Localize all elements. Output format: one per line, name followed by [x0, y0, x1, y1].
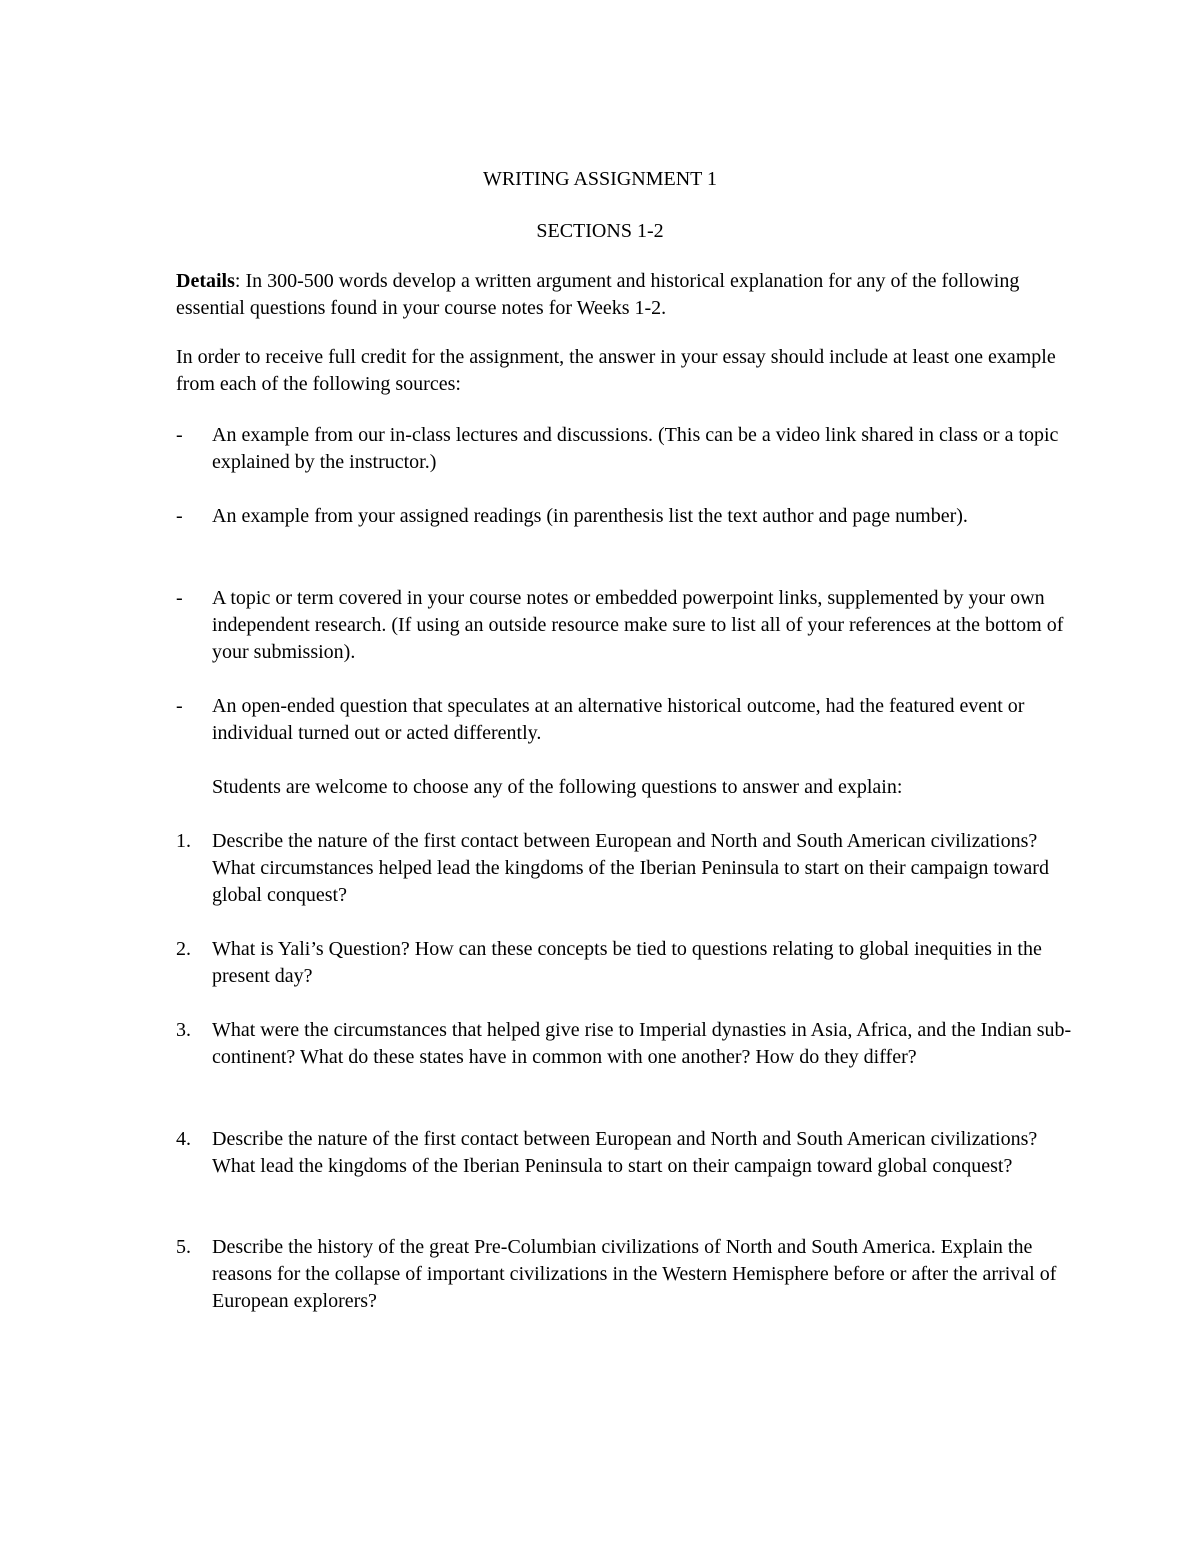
dash-marker: -	[176, 587, 183, 609]
question-item	[176, 1017, 1076, 1071]
intro-paragraph: In order to receive full credit for the assignment, the answer in your essay should include at least one example from each of the following sources:	[176, 346, 1056, 395]
source-item-text: An open-ended question that speculates at an alternative historical outcome, had the featured event or individual turned out or acted differently.	[212, 695, 1025, 744]
question-item	[176, 1234, 1076, 1315]
page-title: WRITING ASSIGNMENT 1	[482, 168, 718, 190]
dash-marker: -	[176, 695, 183, 717]
question-item	[176, 828, 1076, 909]
choose-paragraph: Students are welcome to choose any of the following questions to answer and explain:	[212, 776, 903, 798]
question-text: Describe the history of the great Pre-Columbian civilizations of North and South America. Explain the reasons for the collapse of important civilizations in the Western Hemisphere before or after the arrival of European explorers?	[212, 1236, 1057, 1312]
dash-marker: -	[176, 424, 183, 446]
source-item	[176, 693, 1076, 747]
details-text: : In 300-500 words develop a written argument and historical explanation for any of the following essential questions found in your course notes for Weeks 1-2.	[176, 270, 1020, 319]
question-text: Describe the nature of the first contact between European and North and South American civilizations? What lead the kingdoms of the Iberian Peninsula to start on their campaign toward global conquest?	[212, 1128, 1038, 1177]
source-item-text: An example from our in-class lectures and discussions. (This can be a video link shared in class or a topic explained by the instructor.)	[212, 424, 1059, 473]
question-item	[176, 1126, 1076, 1180]
source-item	[176, 585, 1076, 666]
number-marker: 3.	[176, 1019, 191, 1041]
details-label: Details	[176, 270, 235, 292]
dash-marker: -	[176, 505, 183, 527]
source-item-text: An example from your assigned readings (in parenthesis list the text author and page number).	[212, 505, 968, 527]
question-text: What is Yali’s Question? How can these concepts be tied to questions relating to global inequities in the present day?	[212, 938, 1042, 987]
source-item-text: A topic or term covered in your course notes or embedded powerpoint links, supplemented by your own independent research. (If using an outside resource make sure to list all of your references at the bottom of your submission).	[212, 587, 1064, 663]
page-subtitle: SECTIONS 1-2	[536, 220, 664, 242]
details-paragraph	[176, 268, 1076, 322]
question-text: Describe the nature of the first contact between European and North and South American civilizations? What circumstances helped lead the kingdoms of the Iberian Peninsula to start on their campaign toward global conquest?	[212, 830, 1049, 906]
question-text: What were the circumstances that helped give rise to Imperial dynasties in Asia, Africa, and the Indian sub-continent? What do these states have in common with one another? How do they differ?	[212, 1019, 1072, 1068]
question-item	[176, 936, 1076, 990]
number-marker: 4.	[176, 1128, 191, 1150]
number-marker: 1.	[176, 830, 191, 852]
number-marker: 2.	[176, 938, 191, 960]
source-item	[176, 422, 1076, 476]
source-item	[176, 503, 1076, 530]
number-marker: 5.	[176, 1236, 191, 1258]
